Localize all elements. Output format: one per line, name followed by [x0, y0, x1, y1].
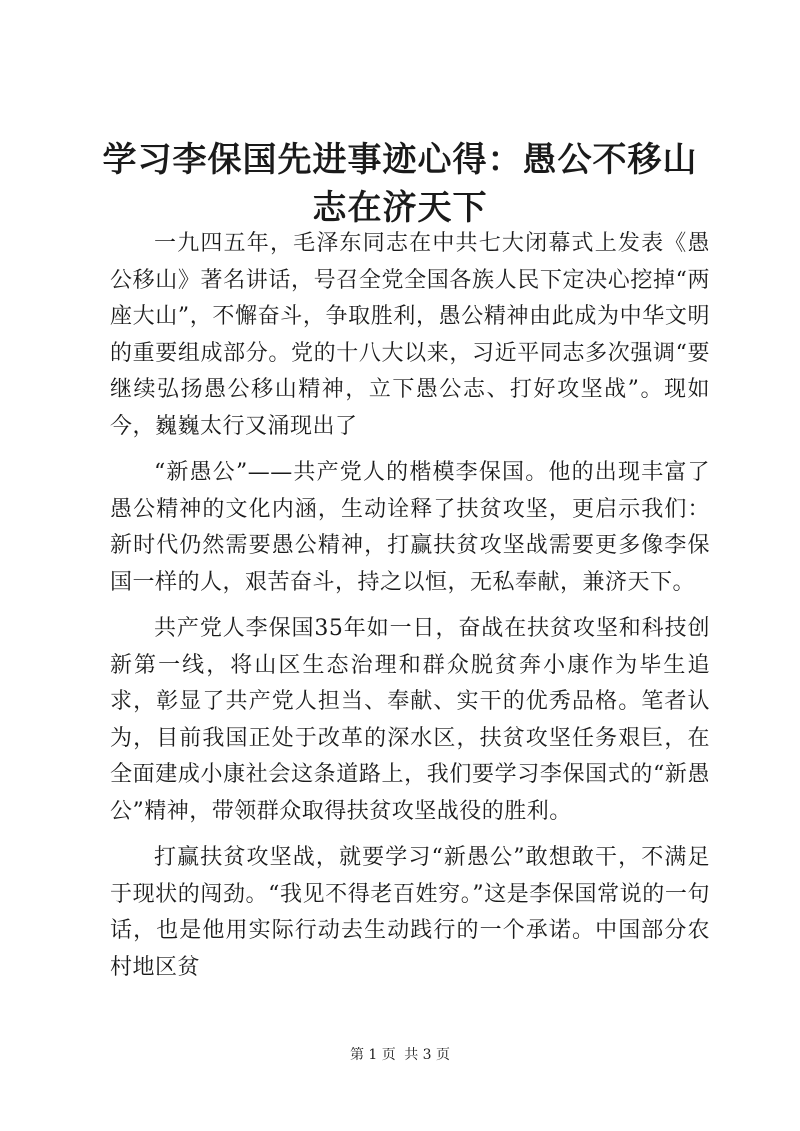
- page-footer: [0, 1045, 800, 1065]
- page-total: 共 3 页: [404, 1047, 451, 1063]
- page-number: 第 1 页: [349, 1047, 396, 1063]
- paragraph-1: 一九四五年，毛泽东同志在中共七大闭幕式上发表《愚公移山》著名讲话，号召全党全国各族人民下定决心挖掉“两座大山”，不懈奋斗，争取胜利，愚公精神由此成为中华文明的重要组成部分。党的十八大以来，习近平同志多次强调“要继续弘扬愚公移山精神，立下愚公志、打好攻坚战”。现如今，巍巍太行又涌现出了: [110, 231, 710, 439]
- paragraph-4: 打赢扶贫攻坚战，就要学习“新愚公”敢想敢干，不满足于现状的闯劲。“我见不得老百姓穷。”这是李保国常说的一句话，也是他用实际行动去生动践行的一个承诺。中国部分农村地区贫: [110, 845, 710, 980]
- document-title: 学习李保国先进事迹心得：愚公不移山志在济天下: [102, 140, 698, 228]
- document-body: [110, 226, 710, 996]
- paragraph-3: 共产党人李保国35年如一日，奋战在扶贫攻坚和科技创新第一线，将山区生态治理和群众脱贫奔小康作为毕生追求，彰显了共产党人担当、奉献、实干的优秀品格。笔者认为，目前我国正处于改革的深水区，扶贫攻坚任务艰巨，在全面建成小康社会这条道路上，我们要学习李保国式的“新愚公”精神，带领群众取得扶贫攻坚战役的胜利。: [110, 616, 710, 824]
- paragraph-2: “新愚公”——共产党人的楷模李保国。他的出现丰富了愚公精神的文化内涵，生动诠释了扶贫攻坚，更启示我们：新时代仍然需要愚公精神，打赢扶贫攻坚战需要更多像李保国一样的人，艰苦奋斗，持之以恒，无私奉献，兼济天下。: [110, 460, 710, 595]
